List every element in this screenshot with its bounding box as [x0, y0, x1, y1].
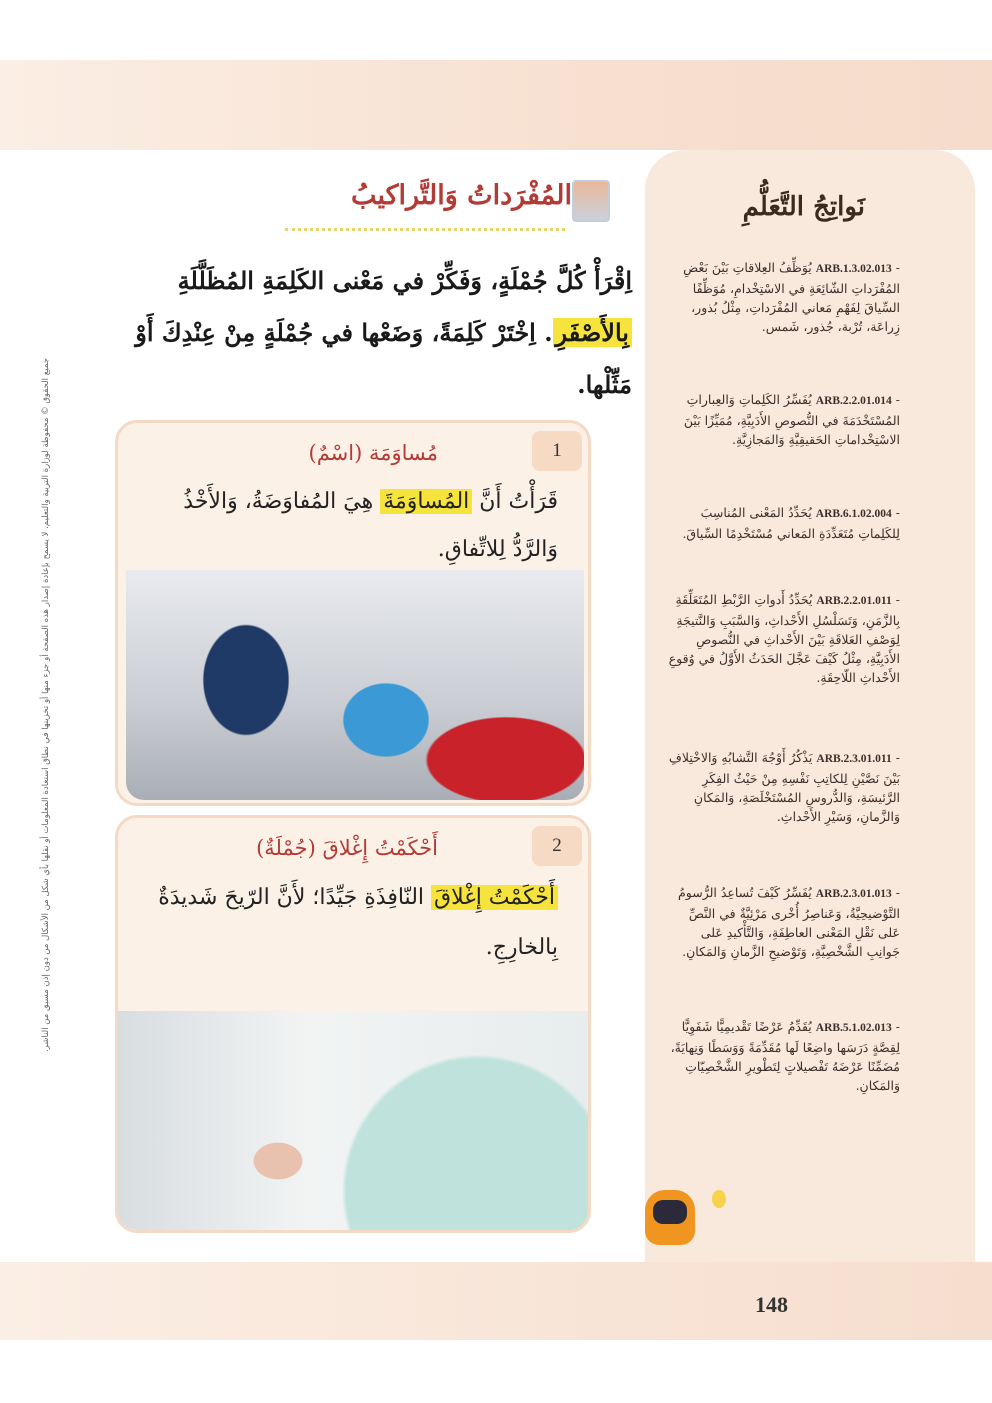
outcome-item: - ARB.2.3.01.011 يَذْكُرُ أَوْجُهَ التَّشابُهِ وَالاخْتِلافِ بَيْنَ نَصَّيْنِ لِلكاتِبِ نَفْسِهِ مِنْ حَيْثُ الفِكَرِ الرَّئيسَةِ، وَالدُّروسِ المُسْتَخْلَصَةِ، وَالمَكانِ وَالزَّمانِ، وَسَيْرِ الأَحْداثِ. [668, 750, 900, 824]
vocab-word: أَحْكَمْتُ إِغْلاقَ (جُمْلَةٌ) [256, 836, 438, 860]
outcome-item: - ARB.2.2.01.014 يُفَسِّرُ الكَلِماتِ وَالعِباراتِ المُسْتَخْدَمَةَ في النُّصوصِ الأَدَبِيَّةِ، مُمَيِّزًا بَيْنَ الاسْتِخْداماتِ الحَقيقِيَّةِ وَالمَجازِيَّةِ. [683, 392, 900, 447]
example-sentence: قَرَأْتُ أَنَّ المُساوَمَةَ هِيَ المُفاوَضَةُ، وَالأَخْذُ وَالرَّدُّ لِلاتِّفاقِ. [183, 489, 558, 562]
top-band [0, 60, 992, 152]
instructions: اِقْرَأْ كُلَّ جُمْلَةٍ، وَفَكِّرْ في مَعْنى الكَلِمَةِ المُظَلَّلَةِ بِالأَصْفَرِ. اِخْتَرْ كَلِمَةً، وَضَعْها في جُمْلَةٍ مِنْ عِنْدِكَ أَوْ مَثِّلْها. [135, 266, 632, 399]
book-icon [572, 180, 610, 222]
card-number: 1 [532, 431, 582, 471]
example-sentence: أَحْكَمْتُ إِغْلاقَ النّافِذَةِ جَيِّدًا؛ لأَنَّ الرّيحَ شَديدَةٌ بِالخارِجِ. [158, 885, 558, 960]
section-title: المُفْرَداتُ وَالتَّراكيبُ [350, 180, 572, 211]
card-number: 2 [532, 826, 582, 866]
outcome-item: - ARB.6.1.02.004 يُحَدِّدُ المَعْنى المُناسِبَ لِلكَلِماتِ مُتَعَدِّدَةِ المَعاني مُسْتَخْدِمًا السِّياقَ. [682, 505, 900, 541]
robot-mascot-icon [645, 1190, 695, 1245]
robot-face [653, 1200, 687, 1224]
car-dealership-photo [126, 570, 584, 800]
dotted-divider [285, 228, 565, 231]
vocab-word: مُساوَمَة (اسْمٌ) [308, 441, 438, 465]
copyright-notice: جميع الحقوق © محفوظة لوزارة التربية والتعليم. لا يسمح بإعادة إصدار هذه الصفحة أو جزء منها أو تخزينها في نطاق استعادة المعلومات أو نقلها بأي شكل من الأشكال من دون إذن مسبق من الناشر. [41, 357, 51, 1053]
bottom-band [0, 1262, 992, 1340]
outcome-item: - ARB.2.3.01.013 يُفَسِّرُ كَيْفَ تُساعِدُ الرُّسومُ التَّوْضيحِيَّةُ، وَعَناصِرُ أُخْرى مَرْئِيَّةٌ في النَّصِّ عَلى نَقْلِ المَعْنى العاطِفَةِ، وَالتَّأْكيدِ عَلى جَوانِبِ الشَّخْصِيَّةِ، وَتَوْضيحِ الزَّمانِ وَالمَكانِ. [678, 885, 900, 959]
learning-outcomes-panel [645, 150, 975, 1262]
vocab-card-1 [115, 420, 591, 806]
vocab-card-2 [115, 815, 591, 1233]
outcome-item: - ARB.2.2.01.011 يُحَدِّدُ أَدواتِ الرَّبْطِ المُتَعَلِّقَةِ بِالزَّمَنِ، وَتَسَلْسُلِ الأَحْداثِ، وَالسَّبَبِ وَالنَّتيجَةِ لِوَصْفِ العَلاقَةِ بَيْنَ الأَحْداثِ في النُّصوصِ الأَدَبِيَّةِ، مِثْلُ كَيْفَ عَجَّلَ الحَدَثُ الأَوَّلُ في وُقوعِ الأَحْداثِ اللّاحِقَةِ. [668, 592, 900, 685]
sidebar-title: نَواتِجُ التَّعَلُّمِ [742, 192, 865, 222]
outcome-item: - ARB.5.1.02.013 يُقَدِّمُ عَرْضًا تَقْديمِيًّا شَفَوِيًّا لِقِصَّةٍ دَرَسَها واضِعًا لَها مُقَدِّمَةً وَوَسَطًا وَنِهايَةً، مُضَمِّنًا عَرْضَهُ تَفْصيلاتٍ لِتَطْويرِ الشَّخْصِيّاتِ وَالمَكانِ. [670, 1019, 900, 1093]
page-number: 148 [755, 1292, 788, 1317]
closing-window-photo [118, 1011, 591, 1233]
lightbulb-icon [712, 1190, 726, 1208]
outcome-item: - ARB.1.3.02.013 يُوَظِّفُ العِلاقاتِ بَيْنَ بَعْضِ المُفْرَداتِ الشّائِعَةِ في الاسْتِخْدامِ، مُوَظِّفًا السِّياقَ لِفَهْمِ مَعاني المُفْرَداتِ، مِثْلُ بُذور، زِراعَة، تُرْبة، جُذور، شَمس. [683, 260, 900, 334]
